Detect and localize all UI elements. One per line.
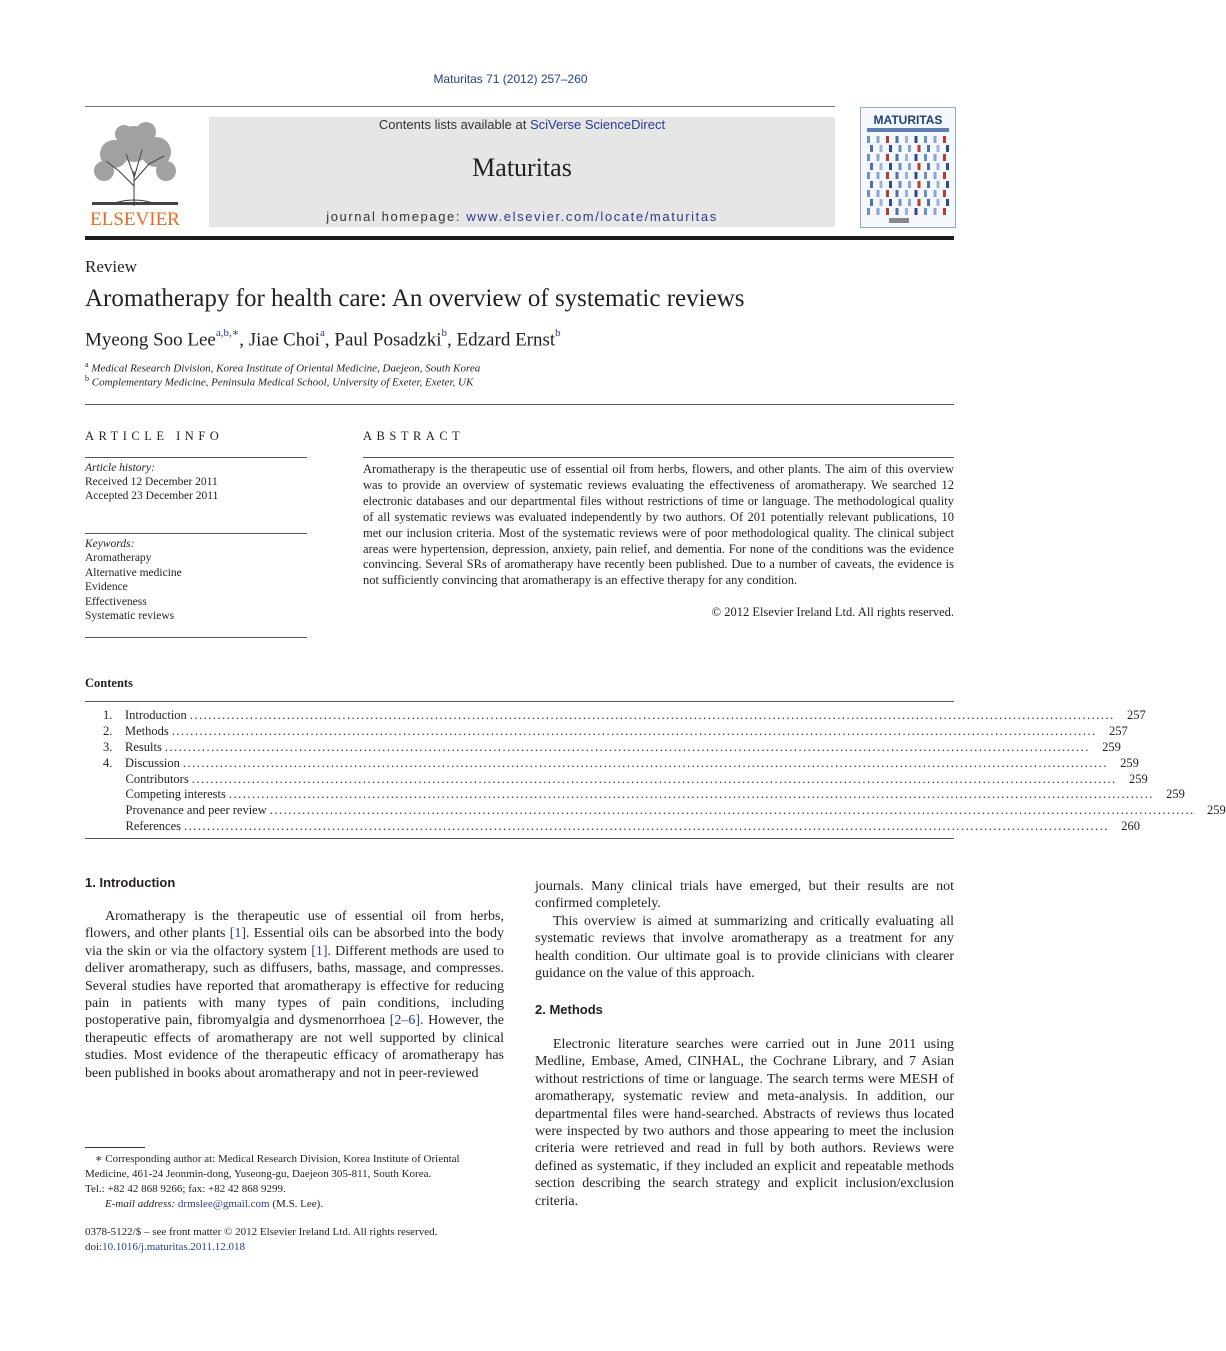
- toc-title[interactable]: Competing interests: [125, 787, 226, 802]
- cover-figure-mark: [867, 190, 870, 197]
- cover-figure-mark: [870, 145, 873, 152]
- front-matter: [85, 1225, 437, 1255]
- cover-figure-mark: [937, 199, 940, 206]
- author-name: Edzard Ernst: [456, 329, 556, 351]
- author-name: Paul Posadzki: [334, 329, 442, 351]
- toc-leader-dots: ........................................................................................................................................................................................................: [191, 771, 1117, 786]
- cover-figure-mark: [943, 190, 946, 197]
- cover-figure-mark: [927, 145, 930, 152]
- toc-page-number: 259: [1102, 739, 1121, 754]
- cover-figure-mark: [886, 208, 889, 215]
- toc-page-number: 257: [1127, 708, 1146, 722]
- cover-figure-mark: [867, 136, 870, 143]
- cover-figure-mark: [905, 190, 908, 197]
- journal-homepage: journal homepage: www.elsevier.com/locate/maturitas: [326, 209, 718, 224]
- cover-figure-mark: [867, 208, 870, 215]
- cover-figure-mark: [880, 163, 883, 170]
- affiliation-a: $^a$ Medical Research Division, Korea Institute of Oriental Medicine, Daejeon, South Korea: [85, 360, 481, 375]
- author-separator: ,: [324, 329, 335, 351]
- author-separator: ,: [239, 329, 249, 351]
- cover-figure-mark: [886, 154, 889, 161]
- cover-figure-mark: [899, 199, 902, 206]
- cover-figure-mark: [943, 136, 946, 143]
- cover-figure-mark: [915, 190, 918, 197]
- cover-figure-mark: [905, 208, 908, 215]
- journal-banner: [209, 117, 835, 227]
- toc-row[interactable]: [85, 723, 1128, 740]
- toc-row[interactable]: [85, 739, 1121, 756]
- toc-number: [85, 803, 125, 819]
- citation-link[interactable]: [1]: [311, 943, 328, 959]
- homepage-link[interactable]: www.elsevier.com/locate/maturitas: [466, 209, 718, 224]
- cover-figure-mark: [899, 163, 902, 170]
- section-heading-methods: 2. Methods: [535, 1002, 603, 1017]
- cover-figure-mark: [924, 136, 927, 143]
- toc-leader-dots: ........................................................................................................................................................................................................: [164, 739, 1090, 754]
- toc-title[interactable]: Contributors: [125, 771, 189, 786]
- introduction-paragraph: Aromatherapy is the therapeutic use of essential oil from herbs, flowers, and other plants [1]. Essential oils can be absorbed into the body via the skin or via the olfactory system [1]. Different methods are used to deliver aromatherapy, such as diffusers, baths, massage, and compresses. Several studies have reported that aromatherapy is effective for reducing pain in patients with many types of pain conditions, including postoperative pain, fibromyalgia and dysmenorrhoea [2–6]. However, the therapeutic effects of aromatherapy are not well supported by clinical studies. Most evidence of the therapeutic efficacy of aromatherapy has been published in books about aromatherapy and not in peer-reviewed: [85, 909, 504, 1081]
- toc-title[interactable]: Results: [125, 739, 162, 754]
- corresponding-address: ∗ Corresponding author at: Medical Research Division, Korea Institute of Oriental Medicine, 461-24 Jeonmin-dong, Yuseong-gu, Daejeon 305-811, South Korea.: [85, 1153, 460, 1180]
- toc-leader-dots: ........................................................................................................................................................................................................: [228, 787, 1154, 802]
- cover-figure-mark: [877, 154, 880, 161]
- cover-figure-mark: [889, 145, 892, 152]
- cover-figure-mark: [889, 199, 892, 206]
- cover-figure-mark: [924, 154, 927, 161]
- article-type: Review: [85, 257, 137, 276]
- journal-citation[interactable]: Maturitas 71 (2012) 257–260: [433, 72, 588, 86]
- toc-page-number: 260: [1121, 819, 1141, 834]
- toc-row[interactable]: [85, 803, 1226, 819]
- journal-cover-image: [860, 107, 956, 228]
- cover-figure-mark: [896, 136, 899, 143]
- abstract-text: Aromatherapy is the therapeutic use of essential oil from herbs, flowers, and other plants. The aim of this overview was to provide an overview of systematic reviews evaluating the effectiveness of aromatherapy. We searched 12 electronic databases and our departmental files without restrictions of time or language. The methodological quality of all systematic reviews was evaluated independently by two authors. Of 201 potentially relevant publications, 10 met our inclusion criteria. Most of the systematic reviews were of poor methodological quality. The clinical subject areas were hypertension, depression, anxiety, pain relief, and dementia. For none of the conditions was the evidence convincing. Several SRs of aromatherapy have recently been published. Due to a number of caveats, the evidence is not sufficiently convincing that aromatherapy is an effective therapy for any condition.: [363, 462, 954, 588]
- keyword: Aromatherapy: [85, 552, 152, 565]
- toc-leader-dots: ........................................................................................................................................................................................................: [189, 708, 1115, 722]
- author-name: Myeong Soo Lee: [85, 329, 216, 351]
- toc-title[interactable]: Introduction: [125, 708, 187, 722]
- contents-rule: [85, 701, 954, 702]
- keyword: Alternative medicine: [85, 566, 182, 579]
- contents-availability: Contents lists available at SciVerse ScienceDirect: [378, 117, 666, 132]
- contents-heading: Contents: [85, 676, 133, 690]
- contact-phone: Tel.: +82 42 868 9266; fax: +82 42 868 9299.: [85, 1183, 286, 1195]
- issn-line: 0378-5122/$ – see front matter © 2012 Elsevier Ireland Ltd. All rights reserved.: [85, 1226, 438, 1238]
- cover-figure-mark: [886, 172, 889, 179]
- cover-figure-mark: [880, 199, 883, 206]
- cover-figure-mark: [915, 172, 918, 179]
- author-list: [85, 328, 561, 351]
- abstract-rule: [363, 457, 954, 458]
- info-rule: [85, 457, 307, 458]
- article-title: Aromatherapy for health care: An overview of systematic reviews: [85, 285, 745, 312]
- cover-figure-mark: [946, 163, 949, 170]
- footnote-rule: [85, 1147, 145, 1148]
- header-thick-rule: [85, 236, 954, 240]
- cover-figure-mark: [905, 136, 908, 143]
- contents-rule: [85, 838, 954, 839]
- toc-leader-dots: ........................................................................................................................................................................................................: [269, 803, 1195, 818]
- cover-figure-mark: [877, 190, 880, 197]
- cover-figure-mark: [889, 163, 892, 170]
- keyword: Effectiveness: [85, 595, 147, 608]
- toc-page-number: 259: [1120, 755, 1139, 770]
- keywords-label: Keywords:: [85, 538, 135, 550]
- cover-figure-mark: [924, 208, 927, 215]
- accepted-date: Accepted 23 December 2011: [85, 490, 219, 502]
- cover-figure-mark: [943, 154, 946, 161]
- cover-figure-mark: [870, 163, 873, 170]
- abstract-copyright: © 2012 Elsevier Ireland Ltd. All rights reserved.: [711, 605, 954, 619]
- cover-figure-mark: [927, 181, 930, 188]
- toc-row[interactable]: [85, 819, 1141, 835]
- toc-number: 2.: [103, 723, 113, 738]
- cover-figure-mark: [908, 145, 911, 152]
- doi-link[interactable]: 10.1016/j.maturitas.2011.12.018: [102, 1241, 246, 1253]
- toc-title[interactable]: Methods: [125, 723, 169, 738]
- info-rule: [85, 533, 307, 534]
- affiliation-rule: [85, 404, 954, 405]
- cover-figure-mark: [934, 172, 937, 179]
- cover-figure-mark: [908, 163, 911, 170]
- author-affiliation-mark[interactable]: b: [555, 327, 561, 339]
- paragraph: journals. Many clinical trials have emerged, but their results are not confirmed completely.: [535, 879, 954, 912]
- journal-name: Maturitas: [472, 153, 572, 182]
- cover-figure-mark: [934, 136, 937, 143]
- elsevier-tree-icon: [84, 116, 186, 231]
- cover-figure-mark: [896, 154, 899, 161]
- toc-row[interactable]: [85, 755, 1139, 772]
- info-rule: [85, 637, 307, 638]
- history-label: Article history:: [85, 462, 155, 474]
- cover-figure-mark: [946, 181, 949, 188]
- table-of-contents: [85, 708, 1226, 835]
- cover-figure-mark: [896, 190, 899, 197]
- cover-figure-mark: [877, 136, 880, 143]
- abstract-heading: ABSTRACT: [363, 429, 465, 443]
- affiliation-b: $^b$ Complementary Medicine, Peninsula Medical School, University of Exeter, Exeter, UK: [85, 374, 474, 389]
- cover-figure-mark: [946, 145, 949, 152]
- keywords-block: [85, 537, 182, 623]
- cover-figure-mark: [870, 181, 873, 188]
- elsevier-logo: [84, 116, 186, 231]
- article-history: [85, 461, 218, 503]
- svg-text:ELSEVIER: ELSEVIER: [90, 209, 180, 230]
- doi-line: doi:10.1016/j.maturitas.2011.12.018: [85, 1241, 246, 1253]
- cover-figure-mark: [937, 163, 940, 170]
- cover-figure-mark: [915, 154, 918, 161]
- cover-figure-mark: [867, 172, 870, 179]
- toc-title[interactable]: References: [125, 819, 182, 834]
- cover-figure-mark: [867, 154, 870, 161]
- cover-figure-mark: [877, 208, 880, 215]
- author-name: Jiae Choi: [248, 329, 320, 351]
- cover-figure-mark: [918, 145, 921, 152]
- cover-figure-mark: [886, 190, 889, 197]
- toc-row[interactable]: [85, 771, 1148, 788]
- cover-figure-mark: [908, 181, 911, 188]
- paragraph: This overview is aimed at summarizing and critically evaluating all systematic reviews that involve aromatherapy as a treatment for any health condition. Our ultimate goal is to provide clinicians with clearer guidance on the value of this approach.: [535, 913, 954, 982]
- corresponding-author-footnote: [85, 1152, 505, 1212]
- toc-number: 3.: [103, 739, 113, 754]
- toc-page-number: 259: [1128, 771, 1148, 786]
- toc-number: 1.: [103, 708, 113, 722]
- cover-figure-mark: [886, 136, 889, 143]
- cover-figure-mark: [905, 154, 908, 161]
- toc-leader-dots: ........................................................................................................................................................................................................: [182, 755, 1108, 770]
- cover-figure-mark: [934, 190, 937, 197]
- cover-figure-mark: [924, 190, 927, 197]
- keyword: Systematic reviews: [85, 610, 175, 623]
- toc-number: [85, 819, 125, 835]
- section-heading-introduction: 1. Introduction: [85, 875, 176, 890]
- cover-figure-mark: [889, 181, 892, 188]
- cover-figure-mark: [905, 172, 908, 179]
- cover-figure-mark: [918, 181, 921, 188]
- cover-figure-mark: [908, 199, 911, 206]
- cover-illustration: [861, 108, 955, 227]
- cover-figure-mark: [880, 181, 883, 188]
- cover-figure-mark: [870, 199, 873, 206]
- cover-figure-mark: [877, 172, 880, 179]
- keyword: Evidence: [85, 581, 128, 594]
- cover-figure-mark: [937, 145, 940, 152]
- cover-figure-mark: [927, 199, 930, 206]
- cover-figure-mark: [880, 145, 883, 152]
- cover-figure-mark: [896, 172, 899, 179]
- citation-link[interactable]: [1]: [229, 926, 247, 942]
- cover-figure-mark: [937, 181, 940, 188]
- cover-figure-mark: [918, 199, 921, 206]
- toc-leader-dots: ........................................................................................................................................................................................................: [171, 723, 1097, 738]
- cover-figure-mark: [918, 163, 921, 170]
- toc-row[interactable]: [85, 787, 1185, 803]
- toc-number: [85, 772, 125, 788]
- toc-leader-dots: ........................................................................................................................................................................................................: [184, 819, 1110, 834]
- cover-figure-mark: [896, 208, 899, 215]
- svg-text:MATURITAS: MATURITAS: [873, 113, 943, 127]
- cover-figure-mark: [934, 154, 937, 161]
- author-separator: ,: [447, 329, 457, 351]
- introduction-continuation: [535, 878, 954, 982]
- cover-figure-mark: [915, 208, 918, 215]
- header-rule: [85, 106, 835, 107]
- toc-page-number: 257: [1109, 723, 1128, 738]
- received-date: Received 12 December 2011: [85, 476, 218, 488]
- toc-row[interactable]: [85, 708, 1146, 724]
- contact-email: E-mail address: drmslee@gmail.com (M.S. Lee).: [105, 1198, 324, 1210]
- email-link[interactable]: drmslee@gmail.com: [177, 1198, 270, 1210]
- cover-figure-mark: [943, 172, 946, 179]
- author-affiliation-mark[interactable]: b: [441, 327, 448, 339]
- toc-title[interactable]: Discussion: [125, 755, 180, 770]
- cover-figure-mark: [946, 199, 949, 206]
- sciencedirect-link[interactable]: SciVerse ScienceDirect: [529, 117, 666, 132]
- cover-figure-mark: [899, 181, 902, 188]
- author-affiliation-mark[interactable]: a: [319, 327, 325, 339]
- toc-number: [85, 787, 125, 803]
- author-affiliation-mark[interactable]: a,b,∗: [215, 327, 240, 339]
- toc-page-number: 259: [1166, 787, 1185, 802]
- toc-page-number: 259: [1207, 803, 1226, 818]
- article-info-heading: ARTICLE INFO: [85, 429, 224, 443]
- cover-figure-mark: [927, 163, 930, 170]
- cover-figure-mark: [899, 145, 902, 152]
- toc-number: 4.: [103, 755, 113, 770]
- toc-title[interactable]: Provenance and peer review: [125, 803, 267, 818]
- cover-figure-mark: [924, 172, 927, 179]
- cover-figure-mark: [943, 208, 946, 215]
- cover-figure-mark: [915, 136, 918, 143]
- cover-figure-mark: [934, 208, 937, 215]
- citation-link[interactable]: [2–6]: [389, 1013, 421, 1029]
- methods-paragraph: Electronic literature searches were carried out in June 2011 using Medline, Embase, Amed, CINHAL, the Cochrane Library, and 7 Asian without restrictions of time or language. The search terms were MESH of aromatherapy, systematic review and meta-analysis. In addition, our departmental files were hand-searched. Abstracts of reviews thus located were inspected by two authors and those appearing to meet the inclusion criteria were retrieved and read in full by both authors. Reviews were defined as systematic, if they included an explicit and repeatable methods section describing the search strategy and explicit inclusion/exclusion criteria.: [535, 1037, 954, 1209]
